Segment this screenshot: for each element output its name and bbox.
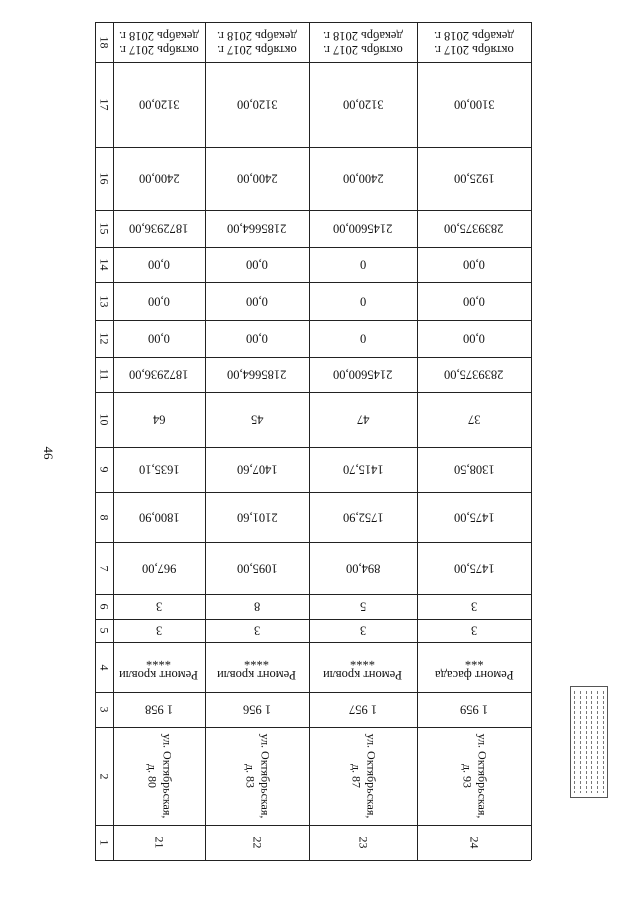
cell-text: 3: [155, 599, 163, 614]
table-cell: [309, 727, 417, 825]
column-number-cell: [95, 492, 113, 542]
cell-text: 0,00: [463, 331, 485, 346]
column-number: 14: [97, 258, 112, 271]
cell-text: 1095,00: [236, 561, 278, 576]
cell-text: 3120,00: [236, 97, 278, 112]
table-cell: [309, 619, 417, 642]
cell-text: 1415,70: [342, 462, 384, 477]
table-cell: [205, 210, 309, 247]
cell-text: 2185664,00: [227, 221, 287, 236]
cell-text: Ремонт кровли ****: [323, 653, 403, 682]
cell-text: 1 958: [144, 702, 174, 717]
repair-table: [95, 22, 531, 860]
table-cell: [417, 727, 531, 825]
column-number-cell: [95, 22, 113, 62]
table-cell: [205, 392, 309, 447]
table-cell: [205, 62, 309, 147]
cell-text: 21: [152, 836, 167, 849]
cell-text: 3: [470, 599, 478, 614]
cell-text: Ремонт фасада ***: [434, 653, 514, 682]
column-number-cell: [95, 825, 113, 860]
cell-text: 0,00: [148, 294, 170, 309]
cell-text: 1475,00: [453, 510, 495, 525]
cell-text: 47: [356, 412, 370, 427]
table-cell: [309, 692, 417, 727]
cell-text: 1475,00: [453, 561, 495, 576]
cell-text: 1635,10: [138, 462, 180, 477]
cell-text: 23: [356, 836, 371, 849]
table-cell: [417, 247, 531, 282]
cell-text: 22: [250, 836, 265, 849]
table-cell: [113, 447, 205, 492]
cell-text: 1752,90: [342, 510, 384, 525]
cell-text: 3120,00: [138, 97, 180, 112]
table-cell: [309, 357, 417, 392]
column-number: 16: [97, 172, 112, 185]
cell-text: 64: [152, 412, 166, 427]
table-cell: [309, 392, 417, 447]
table-cell: [205, 594, 309, 619]
table-cell: [417, 825, 531, 860]
cell-text: 45: [250, 412, 264, 427]
column-number-cell: [95, 447, 113, 492]
table-cell: [205, 357, 309, 392]
cell-text: октябрь 2017 г. декабрь 2018 г.: [323, 28, 403, 57]
table-cell: [417, 357, 531, 392]
cell-text: 2101,60: [236, 510, 278, 525]
table-cell: [205, 247, 309, 282]
table-cell: [417, 594, 531, 619]
table-cell: [417, 62, 531, 147]
table-cell: [309, 282, 417, 320]
column-number: 8: [97, 514, 112, 520]
table-cell: [113, 357, 205, 392]
column-number-cell: [95, 727, 113, 825]
table-cell: [309, 62, 417, 147]
table-cell: [113, 727, 205, 825]
table-cell: [205, 320, 309, 357]
table-cell: [417, 320, 531, 357]
column-number-cell: [95, 247, 113, 282]
cell-text: 2145600,00: [333, 367, 393, 382]
cell-text: 0,00: [463, 294, 485, 309]
cell-text: Ремонт кровли ****: [119, 653, 199, 682]
cell-text: 2145600,00: [333, 221, 393, 236]
cell-text: 3: [470, 623, 478, 638]
cell-text: 1800,90: [138, 510, 180, 525]
cell-text: 1925,00: [453, 171, 495, 186]
cell-text: 1407,60: [236, 462, 278, 477]
cell-text: 3: [253, 623, 261, 638]
table-cell: [205, 642, 309, 692]
table-cell: [417, 447, 531, 492]
table-cell: [417, 392, 531, 447]
cell-text: 2185664,00: [227, 367, 287, 382]
cell-text: Ремонт кровли ****: [217, 653, 297, 682]
cell-text: 24: [467, 836, 482, 849]
column-number-cell: [95, 210, 113, 247]
cell-text: 8: [253, 599, 261, 614]
column-number-cell: [95, 642, 113, 692]
table-cell: [309, 320, 417, 357]
cell-text: 1872936,00: [129, 367, 189, 382]
cell-text: 1 956: [242, 702, 272, 717]
table-cell: [309, 447, 417, 492]
column-number: 1: [97, 839, 112, 846]
table-cell: [417, 210, 531, 247]
table-cell: [113, 210, 205, 247]
column-number: 4: [97, 664, 112, 670]
column-number: 18: [97, 36, 112, 48]
cell-text: 2839375,00: [444, 367, 504, 382]
table-cell: [309, 594, 417, 619]
table-cell: [205, 542, 309, 594]
cell-text: 0: [359, 294, 367, 309]
cell-text: 1 959: [459, 702, 489, 717]
table-cell: [113, 619, 205, 642]
table-cell: [309, 492, 417, 542]
table-cell: [113, 147, 205, 210]
cell-text: 2400,00: [342, 171, 384, 186]
table-cell: [113, 642, 205, 692]
column-number-cell: [95, 62, 113, 147]
column-number: 5: [97, 627, 112, 634]
table-cell: [113, 320, 205, 357]
cell-text: ул. Октябрьская, д. 87: [349, 733, 378, 819]
table-cell: [417, 692, 531, 727]
column-number: 10: [97, 413, 112, 426]
table-cell: [205, 492, 309, 542]
column-number-cell: [95, 392, 113, 447]
table-cell: [417, 619, 531, 642]
table-cell: [113, 282, 205, 320]
column-number: 15: [97, 222, 112, 235]
cell-text: 967,00: [141, 561, 177, 576]
cell-text: 0: [359, 331, 367, 346]
table-cell: [113, 22, 205, 62]
table-cell: [113, 542, 205, 594]
cell-text: 0,00: [463, 257, 485, 272]
table-cell: [205, 727, 309, 825]
table-cell: [113, 692, 205, 727]
table-cell: [417, 282, 531, 320]
table-cell: [113, 392, 205, 447]
table-cell: [205, 825, 309, 860]
cell-text: 2400,00: [138, 171, 180, 186]
table-cell: [309, 247, 417, 282]
cell-text: 0,00: [246, 294, 268, 309]
table-cell: [205, 447, 309, 492]
cell-text: 0,00: [246, 257, 268, 272]
table-cell: [205, 147, 309, 210]
table-cell: [417, 22, 531, 62]
table-cell: [309, 22, 417, 62]
column-number: 3: [97, 706, 112, 713]
document-stamp: [570, 686, 608, 798]
table-cell: [417, 542, 531, 594]
column-number: 7: [97, 565, 112, 571]
table-cell: [309, 147, 417, 210]
column-number-cell: [95, 320, 113, 357]
column-number-cell: [95, 357, 113, 392]
table-cell: [417, 492, 531, 542]
column-number-cell: [95, 282, 113, 320]
column-number-cell: [95, 692, 113, 727]
column-number-cell: [95, 542, 113, 594]
table-cell: [205, 22, 309, 62]
cell-text: 2839375,00: [444, 221, 504, 236]
cell-text: ул. Октябрьская, д. 83: [243, 733, 272, 819]
cell-text: октябрь 2017 г. декабрь 2018 г.: [119, 28, 199, 57]
table-hline: [95, 860, 531, 861]
column-number: 13: [97, 295, 112, 307]
column-number: 6: [97, 603, 112, 610]
table-cell: [309, 542, 417, 594]
column-number: 17: [97, 98, 112, 111]
column-number-cell: [95, 147, 113, 210]
table-cell: [205, 619, 309, 642]
cell-text: 2400,00: [236, 171, 278, 186]
table-vline: [531, 22, 532, 860]
column-number-cell: [95, 619, 113, 642]
cell-text: 3100,00: [453, 97, 495, 112]
cell-text: 37: [467, 412, 481, 427]
cell-text: 3120,00: [342, 97, 384, 112]
table-cell: [417, 147, 531, 210]
column-number: 11: [97, 368, 112, 381]
cell-text: 0: [359, 257, 367, 272]
cell-text: 894,00: [345, 561, 381, 576]
cell-text: ул. Октябрьская, д. 93: [460, 733, 489, 819]
cell-text: 1 957: [348, 702, 378, 717]
table-cell: [417, 642, 531, 692]
page-number: 46: [41, 446, 56, 460]
table-cell: [205, 282, 309, 320]
cell-text: ул. Октябрьская, д. 80: [145, 733, 174, 819]
cell-text: 0,00: [148, 257, 170, 272]
table-cell: [113, 62, 205, 147]
table-cell: [113, 594, 205, 619]
cell-text: 3: [155, 623, 163, 638]
cell-text: октябрь 2017 г. декабрь 2018 г.: [217, 28, 297, 57]
table-cell: [113, 825, 205, 860]
cell-text: 1872936,00: [129, 221, 189, 236]
table-cell: [113, 492, 205, 542]
table-cell: [205, 692, 309, 727]
table-cell: [309, 210, 417, 247]
table-cell: [309, 825, 417, 860]
cell-text: 0,00: [246, 331, 268, 346]
cell-text: октябрь 2017 г. декабрь 2018 г.: [434, 28, 514, 57]
cell-text: 3: [359, 623, 367, 638]
column-number-cell: [95, 594, 113, 619]
cell-text: 0,00: [148, 331, 170, 346]
column-number: 2: [97, 773, 112, 779]
table-cell: [309, 642, 417, 692]
cell-text: 1308,50: [453, 462, 495, 477]
table-cell: [113, 247, 205, 282]
column-number: 9: [97, 466, 112, 473]
column-number: 12: [97, 332, 112, 345]
cell-text: 5: [359, 599, 367, 614]
